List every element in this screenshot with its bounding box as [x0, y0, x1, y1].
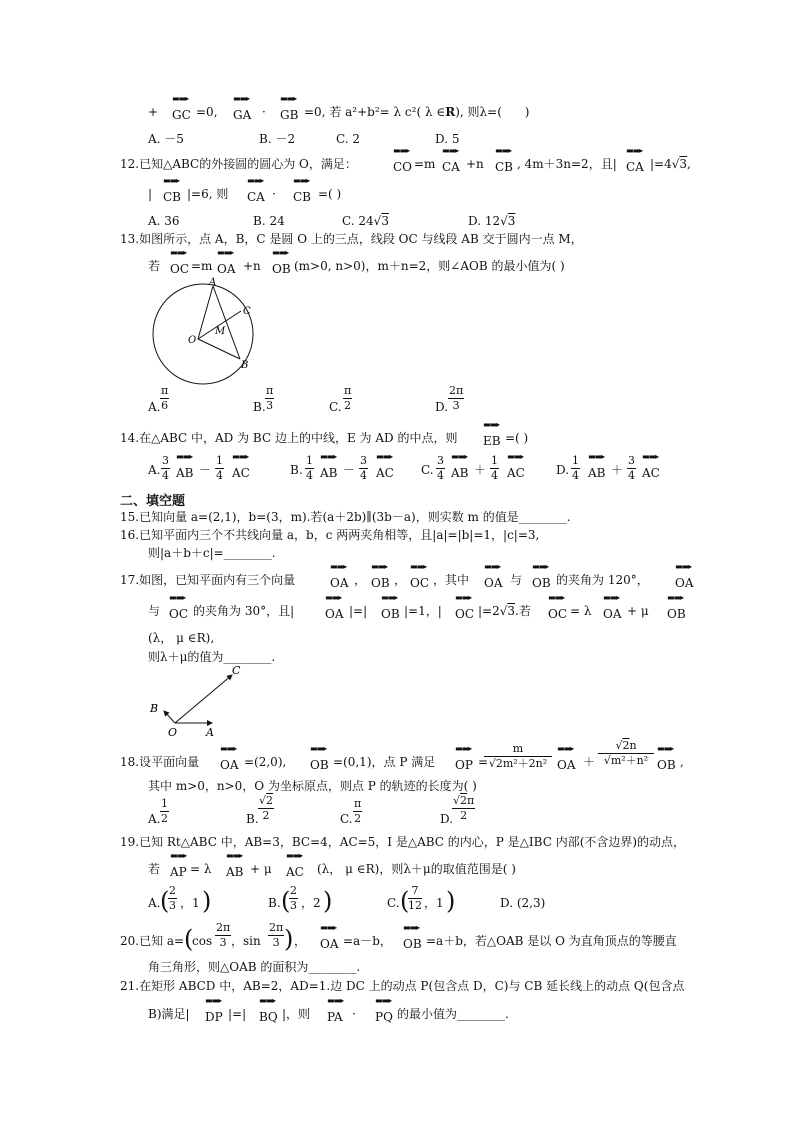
q12-text-g: |=6, 则 [187, 187, 229, 201]
vec-CA-2: ▬▬▸ CA [626, 146, 644, 174]
q17-line4: 则λ＋μ的值为________. [148, 650, 276, 664]
q14-a-minus: － [199, 463, 212, 477]
q16-line2: 则|a＋b＋c|=________. [148, 546, 276, 560]
q12-text-d: , 4m＋3n=2，且| [517, 157, 617, 171]
q17-text-i: |=2√3.若 [478, 604, 531, 618]
q19-frac-a: 2 3 [169, 884, 176, 912]
q14-option-d-label: D. [556, 463, 570, 477]
q18-frac-c: π 2 [354, 797, 362, 825]
vec-OA-18: ▬▬▸ OA [220, 744, 239, 772]
vec-PQ-21: ▬▬▸ PQ [375, 996, 393, 1024]
q14-d-frac2: 3 4 [628, 454, 635, 482]
q16-line1: 16.已知平面内三个不共线向量 a，b，c 两两夹角相等，且|a|=|b|=1，|c|=3, [120, 528, 540, 542]
q13-circle-figure [148, 276, 258, 386]
q17-vector-figure [148, 663, 248, 738]
label-A: A [209, 277, 217, 288]
q12-text-h: =( ) [318, 187, 342, 201]
vec-OA-17c: ▬▬▸ OA [675, 562, 694, 590]
q20-cos: cos [192, 934, 213, 948]
vec-AB-d: ▬▬▸ AB [588, 452, 606, 480]
q17-line3: (λ， μ ∈R), [148, 631, 215, 645]
vec-OB-17d: ▬▬▸ OB [667, 593, 686, 621]
label-M: M [215, 326, 226, 337]
q19-option-c: C. [387, 896, 400, 910]
label-O: O [188, 335, 197, 346]
q12-text-f: | [148, 187, 153, 201]
vec-OC: ▬▬▸ OC [170, 248, 190, 276]
q11-plus: + [148, 105, 159, 119]
q18-frac-a: 1 2 [161, 797, 168, 825]
q11-text-a: =0, [196, 105, 218, 119]
vec-BQ-21: ▬▬▸ BQ [259, 996, 278, 1024]
vec-GA: ▬▬▸ GA [233, 94, 252, 122]
vec-OC-17d: ▬▬▸ OC [548, 593, 568, 621]
q17-text-c: 与 [510, 573, 523, 587]
q17-text-h: |=1，| [404, 604, 442, 618]
q12-option-d: D. 12√3 [468, 214, 516, 228]
q12-text-a: 12.已知△ABC的外接圆的圆心为 O，满足： [120, 157, 357, 171]
q14-a-frac2: 1 4 [216, 454, 223, 482]
q12-dot: · [272, 187, 276, 201]
q11-option-b: B. －2 [259, 132, 296, 146]
q13-frac-d: 2π 3 [449, 384, 464, 412]
q17-text-d: 的夹角为 120°， [556, 573, 649, 587]
q17-text-b: ，其中 [433, 573, 470, 587]
vec-OA-18b: ▬▬▸ OA [557, 744, 576, 772]
vec-CA-3: ▬▬▸ CA [247, 176, 265, 204]
section-fill-blank-title: 二、填空题 [120, 494, 186, 509]
vec-EB: ▬▬▸ EB [483, 420, 501, 448]
vec-AB-a: ▬▬▸ AB [176, 452, 194, 480]
q17-text-k: + μ [627, 604, 649, 618]
q18-option-d: D. [440, 812, 454, 826]
q13-option-d: D. [435, 400, 449, 414]
q18-comma: , [680, 755, 684, 769]
q18-frac2: √2n √m²＋n² [598, 740, 654, 767]
vec-GB: ▬▬▸ GB [280, 94, 299, 122]
q20-sin: ，sin [231, 934, 261, 948]
q12-text-b: =m [414, 157, 436, 171]
q20-frac2: 2π 3 [269, 921, 284, 949]
vec-OA: ▬▬▸ OA [217, 248, 236, 276]
q13-option-c: C. [329, 400, 342, 414]
vec-OC-17b: ▬▬▸ OC [169, 593, 189, 621]
vec-OC-17: ▬▬▸ OC [410, 562, 430, 590]
q19-a-rparen: ) [202, 887, 212, 915]
q14-c-frac2: 1 4 [491, 454, 498, 482]
q18-frac-b: √2 2 [259, 794, 274, 822]
q19-b-lparen: ( [281, 887, 291, 915]
q17-text-f: 的夹角为 30°，且| [193, 604, 295, 618]
q19-text-b: = λ [190, 862, 212, 876]
q19-text-a: 若 [148, 862, 161, 876]
q17-text-e: 与 [148, 604, 161, 618]
q20-text-d: =a＋b，若△OAB 是以 O 为直角顶点的等腰直 [426, 934, 677, 948]
q13-text-c: +n [243, 259, 261, 273]
q19-text-d: (λ， μ ∈R)，则λ＋μ的取值范围是( ) [317, 862, 516, 876]
vec-OB-17c: ▬▬▸ OB [381, 593, 400, 621]
label-C-17: C [232, 664, 241, 677]
q11-option-c: C. 2 [336, 132, 361, 146]
q19-option-b: B. [268, 896, 281, 910]
q18-option-c: C. [340, 812, 353, 826]
q19-frac-b: 2 3 [290, 884, 297, 912]
q14-a-frac1: 3 4 [162, 454, 169, 482]
vec-OA-17b: ▬▬▸ OA [484, 562, 503, 590]
q14-d-frac1: 1 4 [572, 454, 579, 482]
q20-line2: 角三角形，则△OAB 的面积为________. [148, 960, 361, 974]
q14-b-minus: － [343, 463, 356, 477]
label-B: B [241, 360, 249, 371]
q18-eq: = [478, 755, 489, 769]
q12-text-c: +n [466, 157, 484, 171]
q13-text-b: =m [191, 259, 213, 273]
vec-OB: ▬▬▸ OB [272, 248, 291, 276]
q14-b-frac1: 1 4 [306, 454, 313, 482]
vec-AB-b: ▬▬▸ AB [320, 452, 338, 480]
q20-text-c: =a－b， [343, 934, 392, 948]
q18-line2: 其中 m>0，n>0，O 为坐标原点，则点 P 的轨迹的长度为( ) [148, 779, 477, 793]
q12-option-a: A. 36 [148, 214, 180, 228]
q11-option-d: D. 5 [435, 132, 460, 146]
q19-a-lparen: ( [160, 887, 170, 915]
q19-c-rparen: ) [446, 887, 456, 915]
q12-text-e: |=4√3, [650, 157, 691, 171]
q20-rparen: ) [284, 925, 294, 953]
q19-option-d: D. (2,3) [500, 896, 546, 910]
vec-AB-c: ▬▬▸ AB [451, 452, 469, 480]
q18-text-a: 18.设平面向量 [120, 755, 200, 769]
q18-option-b: B. [246, 812, 259, 826]
vec-CO: ▬▬▸ CO [393, 146, 413, 174]
q14-line: 14.在△ABC 中，AD 为 BC 边上的中线，E 为 AD 的中点，则 [120, 431, 458, 445]
q14-option-a-label: A. [148, 463, 161, 477]
q19-text-c: + μ [250, 862, 272, 876]
q17-comma1: ， [354, 573, 367, 587]
q13-option-b: B. [253, 400, 266, 414]
q21-text-e: 的最小值为________. [397, 1007, 509, 1021]
q18-text-c: =(0,1)，点 P 满足 [333, 755, 436, 769]
vec-OP-18: ▬▬▸ OP [455, 744, 473, 772]
q14-tail: =( ) [505, 431, 529, 445]
q14-d-plus: ＋ [611, 463, 624, 477]
vec-CB-2: ▬▬▸ CB [163, 176, 181, 204]
q18-plus: ＋ [583, 755, 596, 769]
vec-OA-17d: ▬▬▸ OA [325, 593, 344, 621]
q17-text-j: = λ [570, 604, 592, 618]
q11-dot: · [262, 105, 266, 119]
q18-frac-d: √2π 2 [453, 794, 475, 822]
q15-line: 15.已知向量 a=(2,1)，b=(3，m).若(a＋2b)∥(3b－a)，则实数 m 的值是________. [120, 510, 571, 524]
q13-frac-b: π 3 [266, 384, 274, 412]
vec-AC-19: ▬▬▸ AC [286, 851, 304, 879]
q13-frac-c: π 2 [344, 384, 352, 412]
label-B-17: B [150, 702, 159, 715]
q12-option-b: B. 24 [253, 214, 285, 228]
q19-c-rest: ，1 [424, 896, 444, 910]
q13-text-d: (m>0, n>0)，m＋n=2，则∠AOB 的最小值为( ) [294, 259, 565, 273]
q21-line1: 21.在矩形 ABCD 中，AB=2，AD=1.边 DC 上的动点 P(包含点 D，C)与 CB 延长线上的动点 Q(包含点 [120, 979, 685, 993]
vec-CB: ▬▬▸ CB [495, 146, 513, 174]
q18-option-a: A. [148, 812, 161, 826]
vec-PA-21: ▬▬▸ PA [327, 996, 344, 1024]
q21-text-c: |，则 [282, 1007, 311, 1021]
vec-DP-21: ▬▬▸ DP [205, 996, 223, 1024]
q20-frac1: 2π 3 [216, 921, 231, 949]
q14-b-frac2: 3 4 [360, 454, 367, 482]
vec-OA-17: ▬▬▸ OA [330, 562, 349, 590]
label-A-17: A [206, 726, 214, 738]
q19-b-rparen: ) [323, 887, 333, 915]
q20-text-a: 20.已知 a= [120, 934, 185, 948]
vec-AC-b: ▬▬▸ AC [376, 452, 394, 480]
q17-comma2: ， [394, 573, 407, 587]
vec-OB-17: ▬▬▸ OB [371, 562, 390, 590]
q13-text-a: 若 [148, 259, 161, 273]
q12-option-c: C. 24√3 [342, 214, 389, 228]
q18-frac1: m √2m²＋2n² [484, 743, 552, 770]
q20-text-b: ， [294, 934, 307, 948]
q14-option-c-label: C. [421, 463, 434, 477]
q20-lparen: ( [184, 925, 194, 953]
q19-option-a: A. [148, 896, 161, 910]
q19-c-lparen: ( [400, 887, 410, 915]
vec-OA-20: ▬▬▸ OA [320, 923, 339, 951]
vec-OB-20: ▬▬▸ OB [403, 923, 422, 951]
q14-option-b-label: B. [290, 463, 303, 477]
q21-text-a: B)满足| [148, 1007, 190, 1021]
vec-OB-17b: ▬▬▸ OB [532, 562, 551, 590]
vec-AP-19: ▬▬▸ AP [170, 851, 187, 879]
vec-AC-c: ▬▬▸ AC [507, 452, 525, 480]
vec-AC-a: ▬▬▸ AC [232, 452, 250, 480]
q13-line1: 13.如图所示，点 A，B，C 是圆 O 上的三点，线段 OC 与线段 AB 交于圆内一点 M， [120, 232, 583, 246]
q21-text-b: |=| [228, 1007, 247, 1021]
q13-frac-a: π 6 [161, 384, 169, 412]
q19-b-rest: ，2 [301, 896, 321, 910]
vec-CA: ▬▬▸ CA [442, 146, 460, 174]
q19-a-rest: ，1 [180, 896, 200, 910]
vec-AC-d: ▬▬▸ AC [642, 452, 660, 480]
q11-option-a: A. －5 [148, 132, 184, 146]
vec-OB-18: ▬▬▸ OB [310, 744, 329, 772]
vec-OB-18b: ▬▬▸ OB [657, 744, 676, 772]
q14-c-plus: ＋ [474, 463, 487, 477]
q17-text-a: 17.如图，已知平面内有三个向量 [120, 573, 296, 587]
q17-text-g: |=| [349, 604, 368, 618]
q19-line1: 19.已知 Rt△ABC 中，AB=3，BC=4，AC=5，I 是△ABC 的内心，P 是△IBC 内部(不含边界)的动点， [120, 835, 686, 849]
vec-OC-17c: ▬▬▸ OC [455, 593, 475, 621]
q11-text-b: =0, 若 a²+b²= λ c²( λ ∈R), 则λ=( ) [304, 105, 530, 119]
q21-text-d: · [352, 1007, 356, 1021]
vec-CB-3: ▬▬▸ CB [293, 176, 311, 204]
q18-text-b: =(2,0), [244, 755, 287, 769]
label-C: C [243, 306, 251, 317]
q13-option-a: A. [148, 400, 161, 414]
q19-frac-c: 7 12 [408, 884, 422, 912]
q14-c-frac1: 3 4 [437, 454, 444, 482]
label-O-17: O [168, 726, 178, 738]
vec-GC: ▬▬▸ GC [172, 94, 191, 122]
vec-OA-17e: ▬▬▸ OA [603, 593, 622, 621]
vec-AB-19: ▬▬▸ AB [226, 851, 244, 879]
